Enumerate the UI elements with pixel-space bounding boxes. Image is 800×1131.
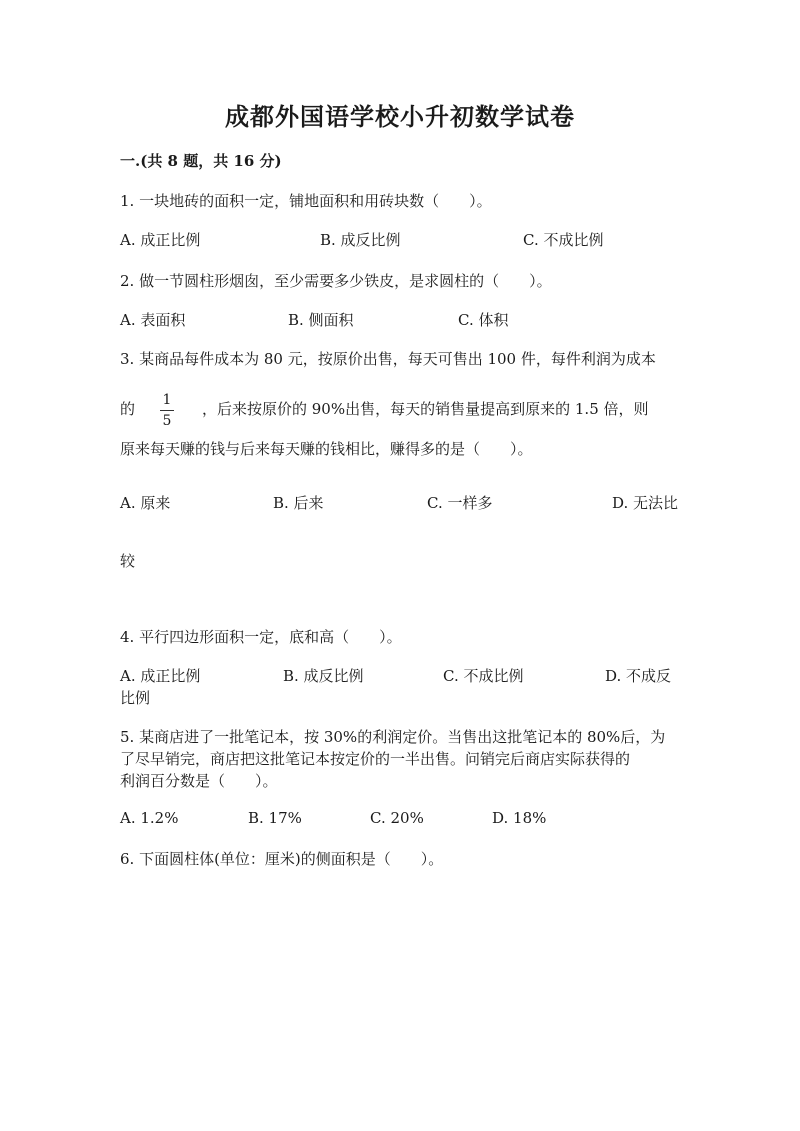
question-3-line-2-post: ，后来按原价的 90%出售，每天的销售量提高到原来的 1.5 倍，则 xyxy=(202,400,649,418)
q4-option-c: C. 不成比例 xyxy=(443,667,524,685)
fraction-denominator: 5 xyxy=(162,413,172,429)
q5-option-a: A. 1.2% xyxy=(120,809,179,827)
fraction-numerator: 1 xyxy=(162,392,172,408)
q1-option-b: B. 成反比例 xyxy=(320,231,401,249)
question-1: 1. 一块地砖的面积一定，铺地面积和用砖块数（ ）。 xyxy=(120,192,492,210)
q4-option-d-wrap: 比例 xyxy=(120,689,151,707)
question-5-line-1: 5. 某商店进了一批笔记本，按 30%的利润定价。当售出这批笔记本的 80%后，为 xyxy=(120,728,666,746)
q2-option-b: B. 侧面积 xyxy=(288,311,354,329)
question-5-line-2: 了尽早销完，商店把这批笔记本按定价的一半出售。问销完后商店实际获得的 xyxy=(120,750,631,768)
q3-option-a: A. 原来 xyxy=(120,494,171,512)
q1-option-c: C. 不成比例 xyxy=(523,231,604,249)
section-heading: 一.(共 8 题，共 16 分) xyxy=(120,152,282,170)
q4-option-d: D. 不成反 xyxy=(605,667,672,685)
question-3-line-2-pre: 的 xyxy=(120,400,136,418)
question-5-line-3: 利润百分数是（ ）。 xyxy=(120,772,278,790)
q5-option-c: C. 20% xyxy=(370,809,424,827)
q3-option-d-wrap: 较 xyxy=(120,552,136,570)
q2-option-a: A. 表面积 xyxy=(120,311,186,329)
q5-option-d: D. 18% xyxy=(492,809,547,827)
q5-option-b: B. 17% xyxy=(248,809,302,827)
q1-option-a: A. 成正比例 xyxy=(120,231,201,249)
q4-option-a: A. 成正比例 xyxy=(120,667,201,685)
fraction-bar xyxy=(160,410,174,411)
q2-option-c: C. 体积 xyxy=(458,311,509,329)
question-6: 6. 下面圆柱体(单位：厘米)的侧面积是（ ）。 xyxy=(120,850,444,868)
q3-option-c: C. 一样多 xyxy=(427,494,493,512)
q4-option-b: B. 成反比例 xyxy=(283,667,364,685)
question-2: 2. 做一节圆柱形烟囱，至少需要多少铁皮，是求圆柱的（ ）。 xyxy=(120,272,552,290)
fraction-one-fifth xyxy=(160,392,174,429)
question-4: 4. 平行四边形面积一定，底和高（ ）。 xyxy=(120,628,402,646)
q3-option-d: D. 无法比 xyxy=(612,494,679,512)
question-3-line-1: 3. 某商品每件成本为 80 元，按原价出售，每天可售出 100 件，每件利润为成本 xyxy=(120,350,656,368)
question-3-line-3: 原来每天赚的钱与后来每天赚的钱相比，赚得多的是（ ）。 xyxy=(120,440,533,458)
page-title: 成都外国语学校小升初数学试卷 xyxy=(225,102,575,131)
q3-option-b: B. 后来 xyxy=(273,494,324,512)
